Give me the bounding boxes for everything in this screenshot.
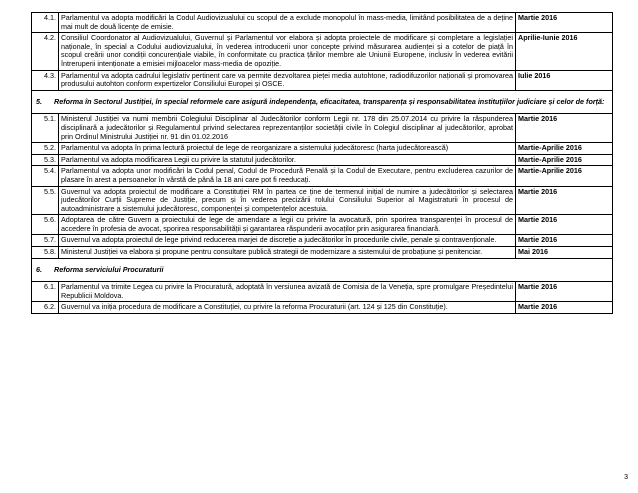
item-number: 5.7. — [32, 235, 59, 247]
table-row — [32, 282, 613, 302]
item-text: Parlamentul va adopta modificări la Codul Audiovizualului cu scopul de a exclude monopolul în mass-media, limitând posibilitatea de a deține mai mult de două licențe de emisie. — [59, 13, 516, 33]
table-row — [32, 215, 613, 235]
item-deadline: Martie-Aprilie 2016 — [516, 143, 613, 155]
section-title: Reforma în Sectorul Justiției, în special reformele care asigură independența, eficacitatea, transparența și responsabilitatea instituțiilor judiciare și celor de forță: — [54, 96, 605, 106]
table-row — [32, 166, 613, 186]
item-deadline: Aprilie-Iunie 2016 — [516, 33, 613, 70]
section-heading-row — [32, 258, 613, 282]
table-row — [32, 302, 613, 314]
item-number: 6.1. — [32, 282, 59, 302]
item-deadline: Martie 2016 — [516, 13, 613, 33]
item-text: Adoptarea de către Guvern a proiectului de lege de amendare a legii cu privire la avocatură, prin sporirea transparenței în procesul de accedere în profesia de avocat, sporirea responsabilității și garantarea răspunderii avocaților prin asigurarea financiară. — [59, 215, 516, 235]
page-number: 3 — [624, 474, 628, 481]
item-deadline: Martie 2016 — [516, 114, 613, 143]
item-deadline: Martie 2016 — [516, 282, 613, 302]
item-text: Guvernul va iniția procedura de modificare a Constituției, cu privire la reforma Procuraturii (art. 124 și 125 din Constituție). — [59, 302, 516, 314]
item-deadline: Martie 2016 — [516, 235, 613, 247]
table-row — [32, 143, 613, 155]
item-text: Guvernul va adopta proiectul de modificare a Constituției RM în partea ce ține de termenul inițial de numire a judecătorilor și selectarea judecătorilor Curții Supreme de Justiție, precum și în vederea precizării rolului Consiliului Superior al Magistraturii în procesul de autoadministrare a sistemului judecătoresc, componenței și competențelor acestuia. — [59, 186, 516, 215]
item-number: 5.2. — [32, 143, 59, 155]
item-number: 4.3. — [32, 70, 59, 90]
action-plan-table — [31, 12, 613, 314]
table-row — [32, 13, 613, 33]
item-text: Guvernul va adopta proiectul de lege privind reducerea marjei de discreție a judecătorilor în procedurile civile, penale și contravenționale. — [59, 235, 516, 247]
item-text: Ministerul Justiției va numi membrii Colegiului Disciplinar al Judecătorilor conform Legii nr. 178 din 25.07.2014 cu privire la răspunderea disciplinară a judecătorilor și Regulamentul privind selectarea reprezentanților societății civile în Colegiul disciplinar al judecătorilor, aprobat prin Ordinul Ministrului Justiției nr. 91 din 01.02.2016 — [59, 114, 516, 143]
section-heading — [32, 90, 613, 114]
action-plan-body — [32, 13, 613, 314]
item-number: 6.2. — [32, 302, 59, 314]
item-number: 5.6. — [32, 215, 59, 235]
item-deadline: Martie-Aprilie 2016 — [516, 154, 613, 166]
table-row — [32, 186, 613, 215]
item-number: 4.2. — [32, 33, 59, 70]
section-number: 5. — [36, 96, 42, 106]
item-text: Parlamentul va adopta cadrului legislativ pertinent care va permite dezvoltarea pieței media autohtone, radiodifuzorilor naționali și promovarea produsului autohton conform expertizelor Consiliului Europei și OSCE. — [59, 70, 516, 90]
item-deadline: Iulie 2016 — [516, 70, 613, 90]
item-number: 5.1. — [32, 114, 59, 143]
section-number: 6. — [36, 264, 42, 274]
item-deadline: Martie 2016 — [516, 186, 613, 215]
item-deadline: Martie 2016 — [516, 302, 613, 314]
item-text: Consiliul Coordonator al Audiovizualului, Guvernul și Parlamentul vor elabora și adopta proiectele de modificare și completare a legislației naționale, în special a Codului audiovizualului, în vederea introducerii unor concepte privind măsurarea audienței și a cotelor de piață în scopul creării unor condiții concurențiale viabile, în conformitate cu practica țărilor membre ale Uniunii Europene, inclusiv în vederea evitării întreruperii intenționate a emisiei mijloacelor mass-media de opoziție. — [59, 33, 516, 70]
section-heading-row — [32, 90, 613, 114]
item-text: Parlamentul va trimite Legea cu privire la Procuratură, adoptată în versiunea avizată de Comisia de la Veneția, spre promulgare Președintelui Republicii Moldova. — [59, 282, 516, 302]
section-title: Reforma serviciului Procuraturii — [54, 264, 164, 274]
table-row — [32, 154, 613, 166]
item-number: 4.1. — [32, 13, 59, 33]
item-deadline: Martie-Aprilie 2016 — [516, 166, 613, 186]
table-row — [32, 70, 613, 90]
table-row — [32, 33, 613, 70]
item-number: 5.5. — [32, 186, 59, 215]
table-row — [32, 247, 613, 259]
item-text: Parlamentul va adopta modificarea Legii cu privire la statutul judecătorilor. — [59, 154, 516, 166]
item-text: Ministerul Justiției va elabora și propune pentru consultare publică strategii de modernizare a sistemului de probațiune și penitenciar. — [59, 247, 516, 259]
section-heading — [32, 258, 613, 282]
item-text: Parlamentul va adopta unor modificări la Codul penal, Codul de Procedură Penală și la Codul de Executare, pentru excluderea cazurilor de plasare în arest a persoanelor în vârstă de până la 18 ani care pot fi reeducați. — [59, 166, 516, 186]
item-number: 5.4. — [32, 166, 59, 186]
item-text: Parlamentul va adopta în prima lectură proiectul de lege de reorganizare a sistemului judecătoresc (harta judecătorească) — [59, 143, 516, 155]
item-deadline: Martie 2016 — [516, 215, 613, 235]
table-row — [32, 114, 613, 143]
table-row — [32, 235, 613, 247]
item-deadline: Mai 2016 — [516, 247, 613, 259]
item-number: 5.8. — [32, 247, 59, 259]
item-number: 5.3. — [32, 154, 59, 166]
